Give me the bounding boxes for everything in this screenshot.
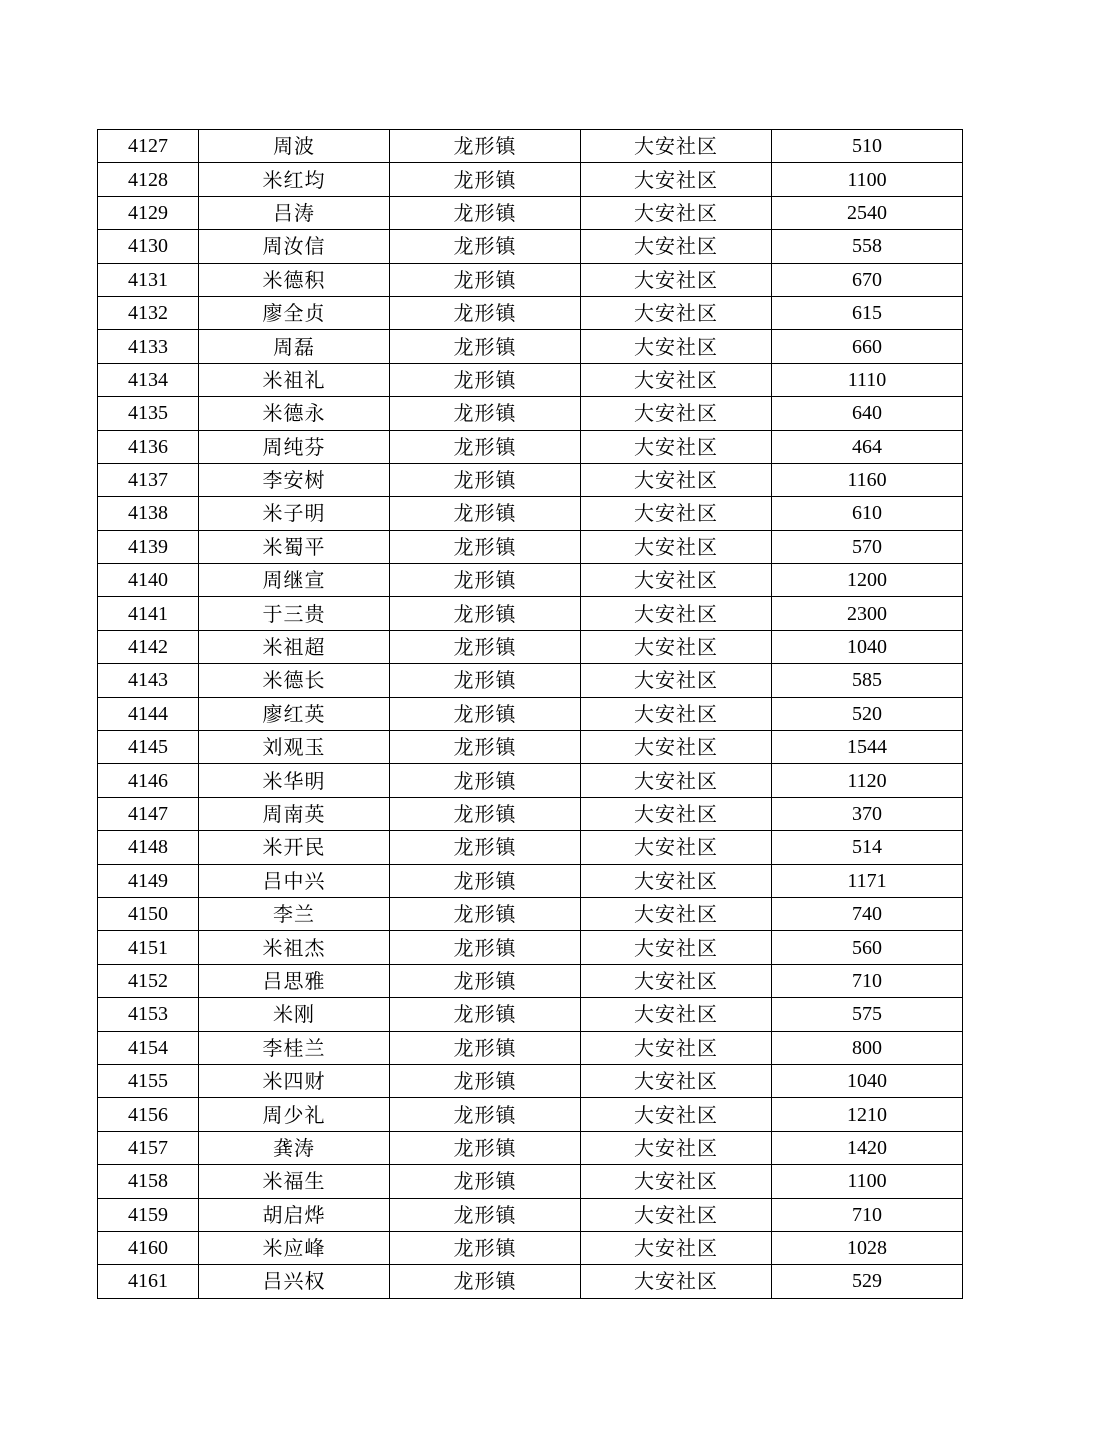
serial-number-cell: 4160 (98, 1231, 199, 1264)
amount-cell: 1100 (772, 163, 963, 196)
serial-number-cell: 4147 (98, 797, 199, 830)
town-cell: 龙形镇 (390, 731, 581, 764)
town-cell: 龙形镇 (390, 1198, 581, 1231)
serial-number-cell: 4131 (98, 263, 199, 296)
town-cell: 龙形镇 (390, 630, 581, 663)
serial-number-cell: 4141 (98, 597, 199, 630)
community-cell: 大安社区 (581, 430, 772, 463)
table-row (98, 263, 963, 296)
amount-cell: 464 (772, 430, 963, 463)
table-row (98, 1265, 963, 1298)
name-cell: 周少礼 (199, 1098, 390, 1131)
community-cell: 大安社区 (581, 1131, 772, 1164)
community-cell: 大安社区 (581, 797, 772, 830)
amount-cell: 615 (772, 296, 963, 329)
name-cell: 米祖礼 (199, 363, 390, 396)
name-cell: 米红均 (199, 163, 390, 196)
name-cell: 廖全贞 (199, 296, 390, 329)
table-row (98, 664, 963, 697)
community-cell: 大安社区 (581, 163, 772, 196)
amount-cell: 640 (772, 397, 963, 430)
amount-cell: 1210 (772, 1098, 963, 1131)
amount-cell: 710 (772, 964, 963, 997)
community-cell: 大安社区 (581, 296, 772, 329)
serial-number-cell: 4135 (98, 397, 199, 430)
serial-number-cell: 4132 (98, 296, 199, 329)
amount-cell: 2540 (772, 196, 963, 229)
serial-number-cell: 4143 (98, 664, 199, 697)
community-cell: 大安社区 (581, 497, 772, 530)
amount-cell: 1544 (772, 731, 963, 764)
amount-cell: 740 (772, 897, 963, 930)
name-cell: 米德积 (199, 263, 390, 296)
table-body (98, 130, 963, 1299)
amount-cell: 520 (772, 697, 963, 730)
town-cell: 龙形镇 (390, 998, 581, 1031)
name-cell: 吕思雅 (199, 964, 390, 997)
town-cell: 龙形镇 (390, 196, 581, 229)
name-cell: 周磊 (199, 330, 390, 363)
serial-number-cell: 4146 (98, 764, 199, 797)
town-cell: 龙形镇 (390, 463, 581, 496)
amount-cell: 1420 (772, 1131, 963, 1164)
town-cell: 龙形镇 (390, 430, 581, 463)
town-cell: 龙形镇 (390, 296, 581, 329)
table-row (98, 497, 963, 530)
name-cell: 于三贵 (199, 597, 390, 630)
name-cell: 李安树 (199, 463, 390, 496)
town-cell: 龙形镇 (390, 931, 581, 964)
town-cell: 龙形镇 (390, 697, 581, 730)
town-cell: 龙形镇 (390, 363, 581, 396)
town-cell: 龙形镇 (390, 797, 581, 830)
community-cell: 大安社区 (581, 664, 772, 697)
table-row (98, 697, 963, 730)
serial-number-cell: 4138 (98, 497, 199, 530)
community-cell: 大安社区 (581, 897, 772, 930)
town-cell: 龙形镇 (390, 163, 581, 196)
community-cell: 大安社区 (581, 831, 772, 864)
table-row (98, 130, 963, 163)
table-row (98, 931, 963, 964)
town-cell: 龙形镇 (390, 1265, 581, 1298)
community-cell: 大安社区 (581, 230, 772, 263)
community-cell: 大安社区 (581, 564, 772, 597)
table-row (98, 1098, 963, 1131)
table-row (98, 998, 963, 1031)
name-cell: 米祖杰 (199, 931, 390, 964)
serial-number-cell: 4142 (98, 630, 199, 663)
table-row (98, 831, 963, 864)
table-row (98, 597, 963, 630)
serial-number-cell: 4152 (98, 964, 199, 997)
serial-number-cell: 4139 (98, 530, 199, 563)
amount-cell: 710 (772, 1198, 963, 1231)
town-cell: 龙形镇 (390, 764, 581, 797)
name-cell: 米四财 (199, 1064, 390, 1097)
name-cell: 李兰 (199, 897, 390, 930)
table-row (98, 797, 963, 830)
name-cell: 米开民 (199, 831, 390, 864)
name-cell: 米德长 (199, 664, 390, 697)
serial-number-cell: 4151 (98, 931, 199, 964)
community-cell: 大安社区 (581, 1265, 772, 1298)
town-cell: 龙形镇 (390, 230, 581, 263)
name-cell: 周波 (199, 130, 390, 163)
serial-number-cell: 4136 (98, 430, 199, 463)
community-cell: 大安社区 (581, 931, 772, 964)
amount-cell: 2300 (772, 597, 963, 630)
table-row (98, 463, 963, 496)
community-cell: 大安社区 (581, 697, 772, 730)
name-cell: 周纯芬 (199, 430, 390, 463)
community-cell: 大安社区 (581, 1064, 772, 1097)
name-cell: 廖红英 (199, 697, 390, 730)
amount-cell: 1040 (772, 1064, 963, 1097)
amount-cell: 514 (772, 831, 963, 864)
table-row (98, 564, 963, 597)
amount-cell: 610 (772, 497, 963, 530)
amount-cell: 800 (772, 1031, 963, 1064)
serial-number-cell: 4140 (98, 564, 199, 597)
amount-cell: 1120 (772, 764, 963, 797)
amount-cell: 1028 (772, 1231, 963, 1264)
serial-number-cell: 4149 (98, 864, 199, 897)
table-row (98, 731, 963, 764)
community-cell: 大安社区 (581, 1198, 772, 1231)
table-row (98, 630, 963, 663)
serial-number-cell: 4161 (98, 1265, 199, 1298)
town-cell: 龙形镇 (390, 1131, 581, 1164)
community-cell: 大安社区 (581, 1031, 772, 1064)
town-cell: 龙形镇 (390, 964, 581, 997)
community-cell: 大安社区 (581, 1231, 772, 1264)
town-cell: 龙形镇 (390, 1098, 581, 1131)
town-cell: 龙形镇 (390, 564, 581, 597)
table-row (98, 1131, 963, 1164)
community-cell: 大安社区 (581, 330, 772, 363)
amount-cell: 1110 (772, 363, 963, 396)
serial-number-cell: 4148 (98, 831, 199, 864)
community-cell: 大安社区 (581, 864, 772, 897)
serial-number-cell: 4134 (98, 363, 199, 396)
town-cell: 龙形镇 (390, 597, 581, 630)
serial-number-cell: 4159 (98, 1198, 199, 1231)
town-cell: 龙形镇 (390, 831, 581, 864)
table-row (98, 764, 963, 797)
amount-cell: 1200 (772, 564, 963, 597)
name-cell: 周继宣 (199, 564, 390, 597)
serial-number-cell: 4129 (98, 196, 199, 229)
serial-number-cell: 4158 (98, 1165, 199, 1198)
community-cell: 大安社区 (581, 1165, 772, 1198)
name-cell: 吕涛 (199, 196, 390, 229)
community-cell: 大安社区 (581, 397, 772, 430)
community-cell: 大安社区 (581, 764, 772, 797)
town-cell: 龙形镇 (390, 397, 581, 430)
amount-cell: 1100 (772, 1165, 963, 1198)
amount-cell: 1171 (772, 864, 963, 897)
amount-cell: 1040 (772, 630, 963, 663)
name-cell: 米祖超 (199, 630, 390, 663)
table-row (98, 330, 963, 363)
name-cell: 米刚 (199, 998, 390, 1031)
serial-number-cell: 4144 (98, 697, 199, 730)
serial-number-cell: 4154 (98, 1031, 199, 1064)
town-cell: 龙形镇 (390, 263, 581, 296)
table-row (98, 530, 963, 563)
town-cell: 龙形镇 (390, 497, 581, 530)
name-cell: 吕兴权 (199, 1265, 390, 1298)
town-cell: 龙形镇 (390, 1064, 581, 1097)
town-cell: 龙形镇 (390, 897, 581, 930)
serial-number-cell: 4153 (98, 998, 199, 1031)
amount-cell: 370 (772, 797, 963, 830)
amount-cell: 570 (772, 530, 963, 563)
serial-number-cell: 4133 (98, 330, 199, 363)
name-cell: 李桂兰 (199, 1031, 390, 1064)
community-cell: 大安社区 (581, 964, 772, 997)
serial-number-cell: 4150 (98, 897, 199, 930)
town-cell: 龙形镇 (390, 1165, 581, 1198)
name-cell: 周南英 (199, 797, 390, 830)
table-row (98, 163, 963, 196)
community-cell: 大安社区 (581, 463, 772, 496)
town-cell: 龙形镇 (390, 1031, 581, 1064)
serial-number-cell: 4128 (98, 163, 199, 196)
amount-cell: 510 (772, 130, 963, 163)
table-row (98, 864, 963, 897)
name-cell: 米福生 (199, 1165, 390, 1198)
name-cell: 米德永 (199, 397, 390, 430)
table-row (98, 1031, 963, 1064)
table-row (98, 1165, 963, 1198)
community-cell: 大安社区 (581, 263, 772, 296)
town-cell: 龙形镇 (390, 864, 581, 897)
table-row (98, 363, 963, 396)
serial-number-cell: 4157 (98, 1131, 199, 1164)
name-cell: 米应峰 (199, 1231, 390, 1264)
name-cell: 米蜀平 (199, 530, 390, 563)
table-row (98, 296, 963, 329)
serial-number-cell: 4155 (98, 1064, 199, 1097)
amount-cell: 575 (772, 998, 963, 1031)
amount-cell: 585 (772, 664, 963, 697)
name-cell: 龚涛 (199, 1131, 390, 1164)
table-row (98, 196, 963, 229)
amount-cell: 529 (772, 1265, 963, 1298)
serial-number-cell: 4127 (98, 130, 199, 163)
community-cell: 大安社区 (581, 196, 772, 229)
name-cell: 胡启烨 (199, 1198, 390, 1231)
name-cell: 米华明 (199, 764, 390, 797)
town-cell: 龙形镇 (390, 130, 581, 163)
community-cell: 大安社区 (581, 363, 772, 396)
table-row (98, 1231, 963, 1264)
serial-number-cell: 4137 (98, 463, 199, 496)
amount-cell: 558 (772, 230, 963, 263)
community-cell: 大安社区 (581, 731, 772, 764)
community-cell: 大安社区 (581, 530, 772, 563)
community-cell: 大安社区 (581, 1098, 772, 1131)
data-table (97, 129, 963, 1299)
serial-number-cell: 4156 (98, 1098, 199, 1131)
table-row (98, 397, 963, 430)
community-cell: 大安社区 (581, 597, 772, 630)
table-row (98, 897, 963, 930)
name-cell: 刘观玉 (199, 731, 390, 764)
town-cell: 龙形镇 (390, 330, 581, 363)
community-cell: 大安社区 (581, 130, 772, 163)
community-cell: 大安社区 (581, 998, 772, 1031)
table-row (98, 430, 963, 463)
amount-cell: 670 (772, 263, 963, 296)
town-cell: 龙形镇 (390, 1231, 581, 1264)
serial-number-cell: 4130 (98, 230, 199, 263)
name-cell: 周汝信 (199, 230, 390, 263)
town-cell: 龙形镇 (390, 664, 581, 697)
table-row (98, 230, 963, 263)
community-cell: 大安社区 (581, 630, 772, 663)
name-cell: 米子明 (199, 497, 390, 530)
town-cell: 龙形镇 (390, 530, 581, 563)
serial-number-cell: 4145 (98, 731, 199, 764)
table-row (98, 1198, 963, 1231)
amount-cell: 560 (772, 931, 963, 964)
amount-cell: 660 (772, 330, 963, 363)
table-row (98, 964, 963, 997)
amount-cell: 1160 (772, 463, 963, 496)
name-cell: 吕中兴 (199, 864, 390, 897)
table-row (98, 1064, 963, 1097)
